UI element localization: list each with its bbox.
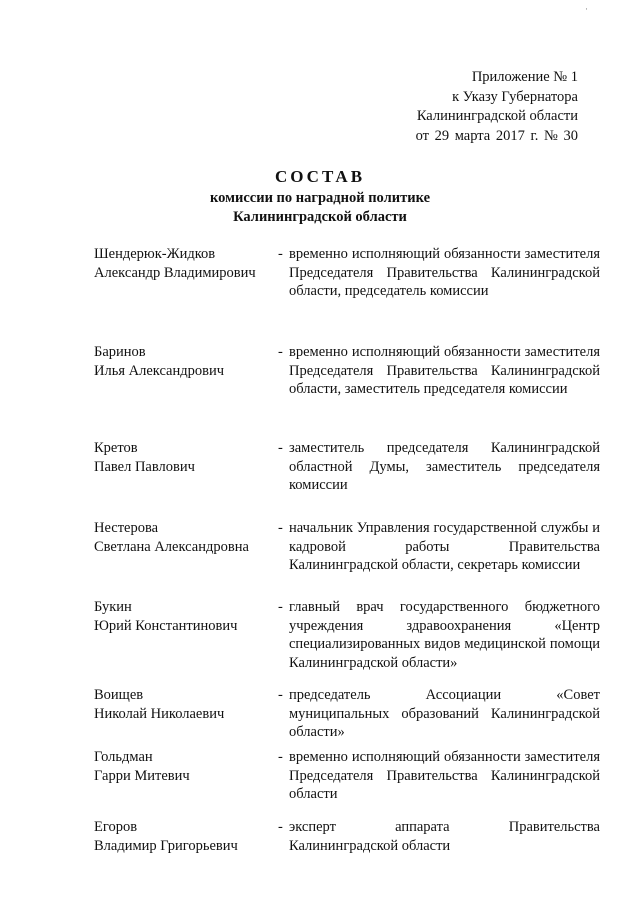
member-surname: Егоров <box>94 819 138 835</box>
member-name <box>94 818 278 858</box>
annex-date: от 29 марта 2017 г. № 30 <box>415 127 578 144</box>
member-role: начальник Управления государственной службы и кадровой работы Правительства Калининградской области, секретарь комиссии <box>289 520 600 573</box>
member-role: временно исполняющий обязанности заместителя Председателя Правительства Калининградской области, заместитель председателя комиссии <box>289 344 600 397</box>
member-row <box>94 519 600 598</box>
annex-decree-ref: к Указу Губернатора <box>452 88 578 105</box>
member-given-names: Гарри Митевич <box>94 767 190 784</box>
member-dash: - <box>278 440 283 456</box>
member-surname: Букин <box>94 599 132 615</box>
annex-region: Калининградской области <box>416 108 578 124</box>
member-row <box>94 598 600 686</box>
member-name <box>94 748 278 818</box>
member-name <box>94 439 278 519</box>
member-surname: Кретов <box>94 440 138 456</box>
member-role: заместитель председателя Калининградской областной Думы, заместитель председателя комиссии <box>289 440 600 493</box>
member-role: главный врач государственного бюджетного учреждения здравоохранения «Центр специализированных видов медицинской помощи Калининградской области» <box>289 599 600 671</box>
member-dash: - <box>278 819 283 835</box>
document-title <box>40 165 600 227</box>
member-row <box>94 439 600 519</box>
member-row <box>94 686 600 748</box>
member-surname: Баринов <box>94 344 146 360</box>
member-role: эксперт аппарата Правительства Калининградской области <box>289 819 600 854</box>
member-surname: Гольдман <box>94 749 153 765</box>
title-subtitle: комиссии по наградной политике <box>209 190 431 206</box>
member-surname: Нестерова <box>94 520 159 536</box>
member-given-names: Светлана Александровна <box>94 538 249 555</box>
member-given-names: Илья Александрович <box>94 362 225 379</box>
member-given-names: Николай Николаевич <box>94 705 225 722</box>
member-role: временно исполняющий обязанности заместителя Председателя Правительства Калининградской области <box>289 749 600 802</box>
member-dash: - <box>278 344 283 360</box>
member-given-names: Владимир Григорьевич <box>94 837 238 854</box>
member-dash: - <box>278 687 283 703</box>
annex-number: Приложение № 1 <box>471 69 578 85</box>
member-name <box>94 343 278 439</box>
member-surname: Шендерюк-Жидков <box>94 246 216 262</box>
member-given-names: Александр Владимирович <box>94 264 256 281</box>
member-given-names: Юрий Константинович <box>94 617 238 634</box>
member-row <box>94 818 600 858</box>
members-list <box>94 245 600 858</box>
member-given-names: Павел Павлович <box>94 458 195 475</box>
member-row <box>94 748 600 818</box>
member-dash: - <box>278 749 283 765</box>
corner-mark: · <box>585 4 588 14</box>
member-row <box>94 343 600 439</box>
member-dash: - <box>278 246 283 262</box>
title-region: Калининградской области <box>233 209 407 225</box>
member-role: председатель Ассоциации «Совет муниципальных образований Калининградской области» <box>289 687 600 740</box>
member-name <box>94 598 278 686</box>
member-dash: - <box>278 599 283 615</box>
member-name <box>94 686 278 748</box>
member-dash: - <box>278 520 283 536</box>
member-name <box>94 245 278 343</box>
member-name <box>94 519 278 598</box>
member-row <box>94 245 600 343</box>
annex-header <box>338 68 578 146</box>
title-heading: СОСТАВ <box>274 167 366 186</box>
member-surname: Воищев <box>94 687 144 703</box>
member-role: временно исполняющий обязанности заместителя Председателя Правительства Калининградской области, председатель комиссии <box>289 246 600 299</box>
